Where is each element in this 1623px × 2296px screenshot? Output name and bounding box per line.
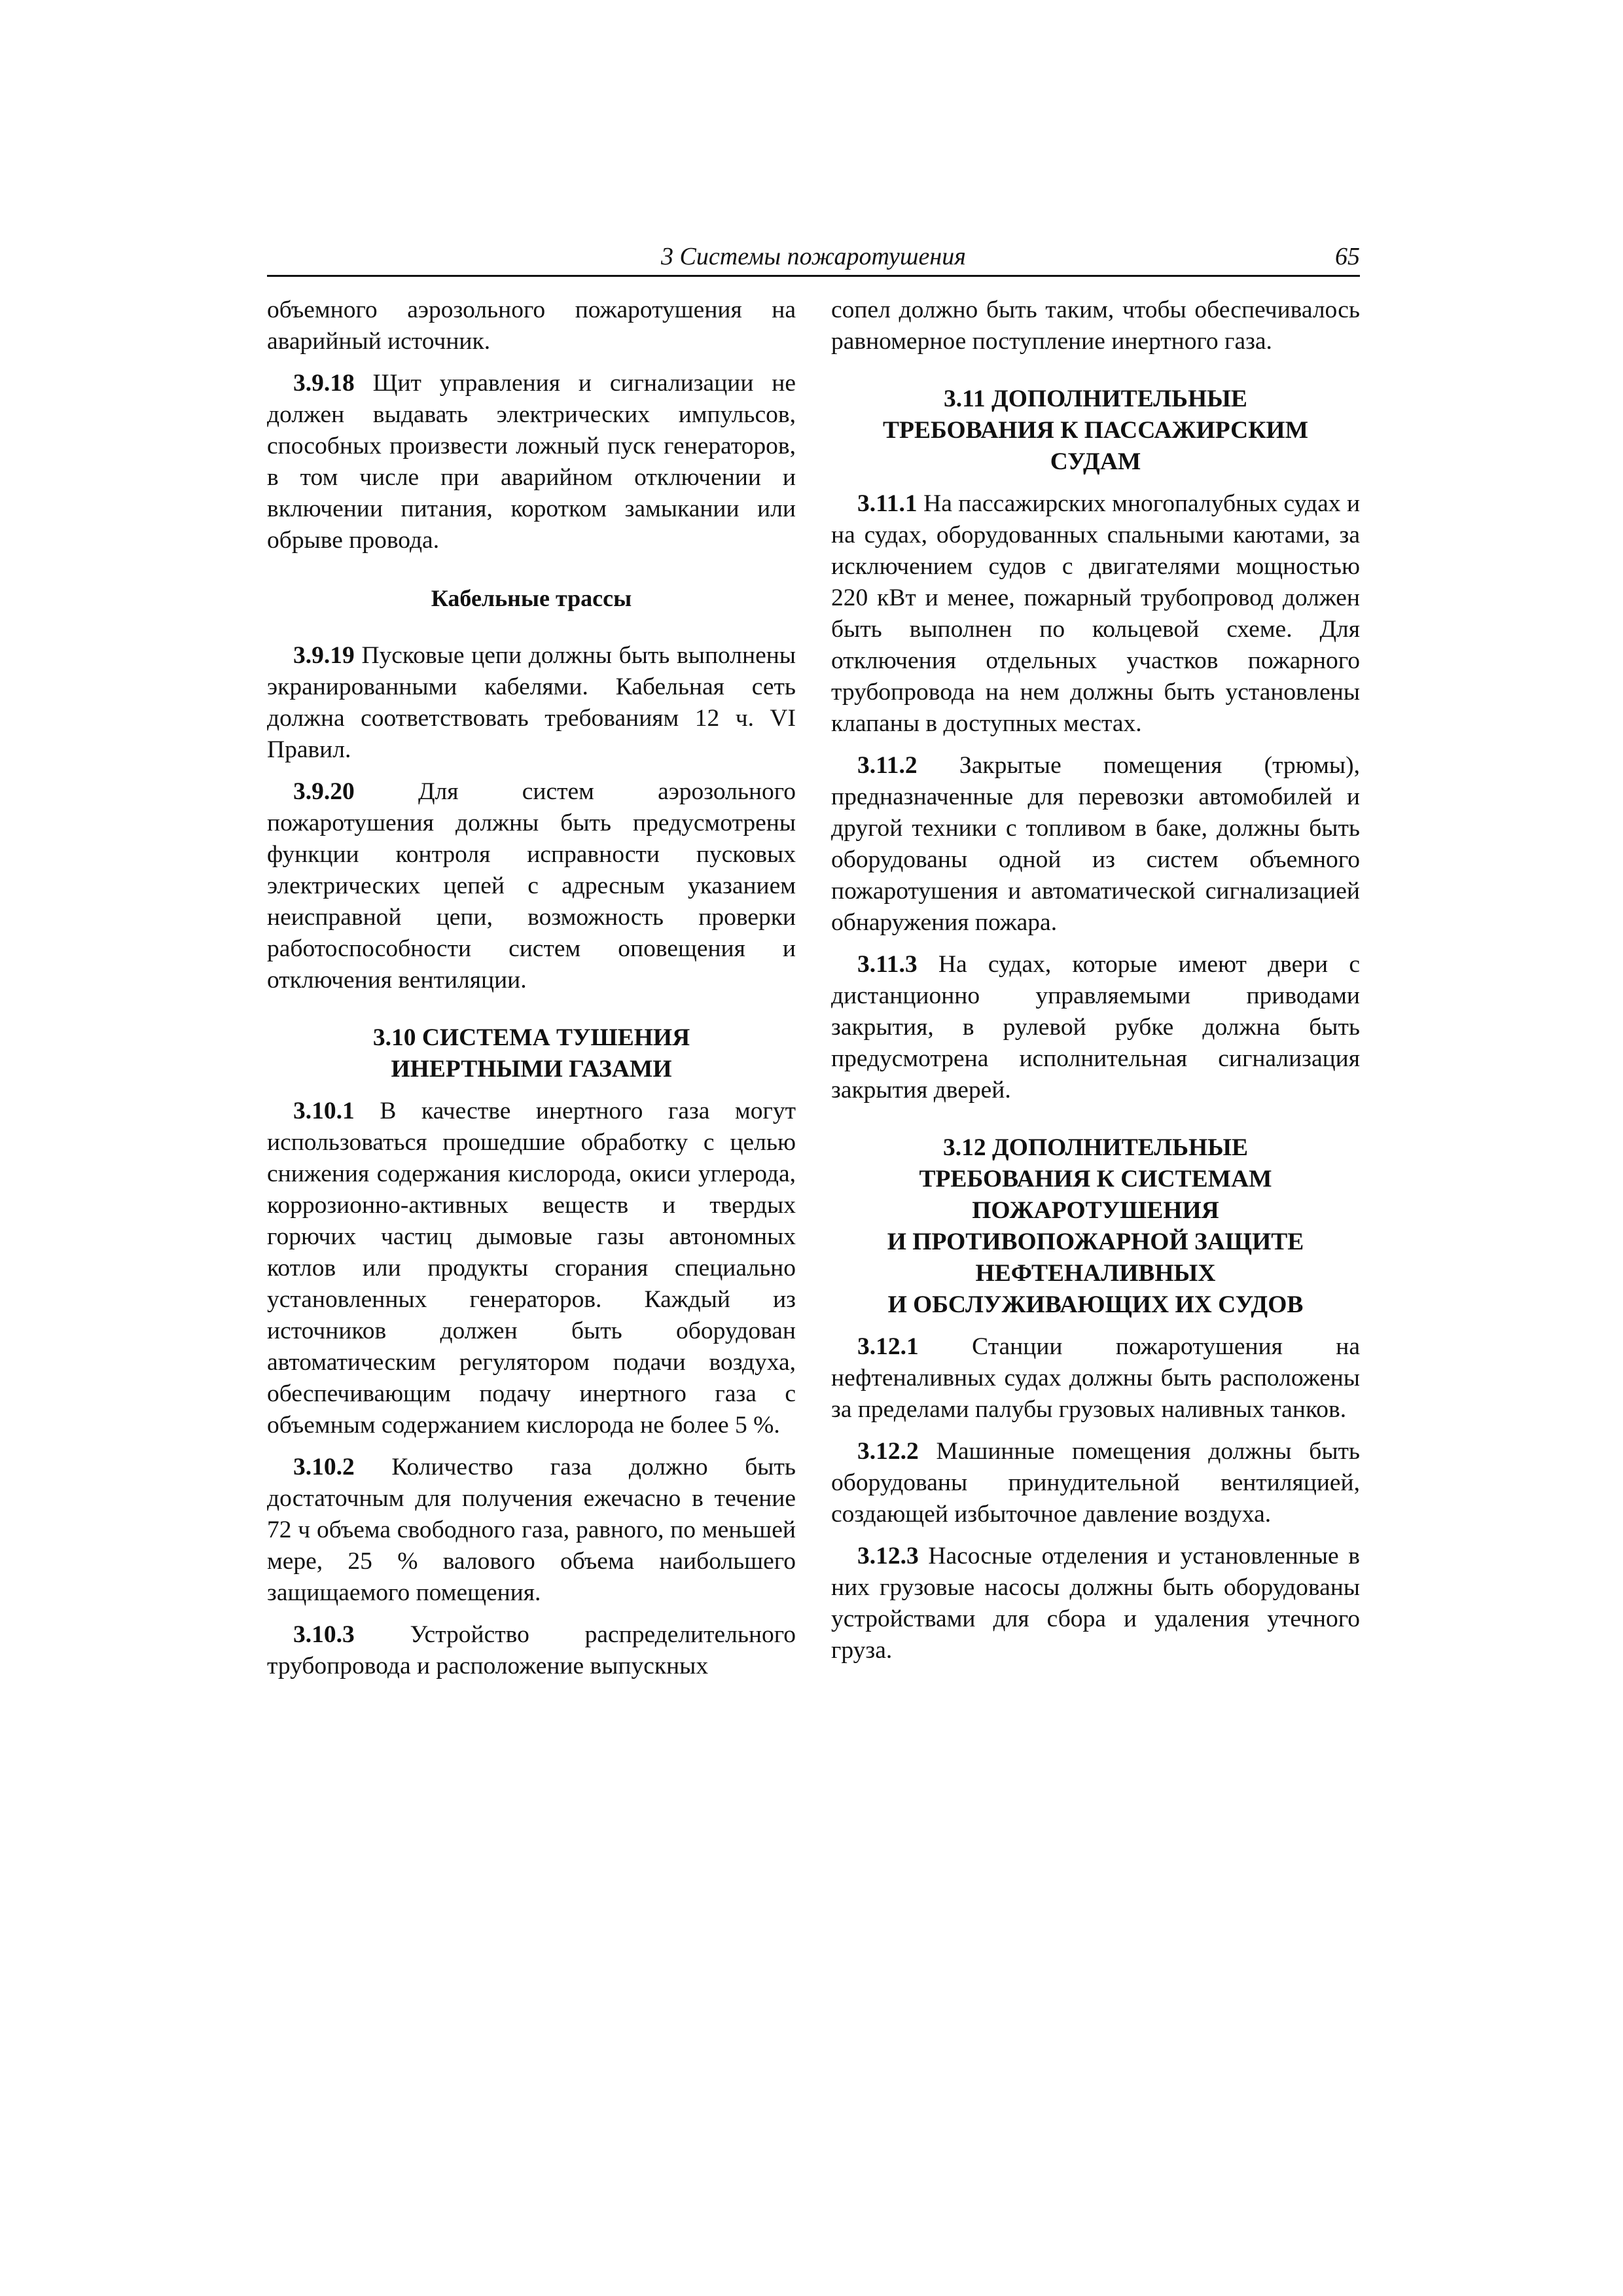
clause-number: 3.12.3: [857, 1543, 919, 1570]
section-heading-3-10: [267, 1022, 796, 1085]
section-heading-line: ПОЖАРОТУШЕНИЯ: [972, 1197, 1219, 1224]
paragraph-3-9-20: [267, 776, 796, 996]
section-heading-line: ТРЕБОВАНИЯ К СИСТЕМАМ: [919, 1166, 1272, 1193]
paragraph-text: Закрытые помещения (трюмы), предназначенные для перевозки автомобилей и другой техники с топливом в баке, должны быть оборудованы одной из систем объемного пожаротушения и автоматической сигнализацией обнаружения пожара.: [831, 752, 1360, 936]
paragraph-3-10-3: [267, 1619, 796, 1682]
paragraph-3-11-1: [831, 488, 1360, 740]
page-number: 65: [1335, 243, 1360, 270]
paragraph-3-10-2: [267, 1452, 796, 1609]
paragraph-text: Щит управления и сигнализации не должен выдавать электрических импульсов, способных произвести ложный пуск генераторов, в том числе при аварийном отключении и включении питания, коротком замыкании или обрыве провода.: [267, 370, 796, 554]
paragraph-text: Станции пожаротушения на нефтеналивных судах должны быть расположены за пределами палубы грузовых наливных танков.: [831, 1333, 1360, 1423]
paragraph-text: В качестве инертного газа могут использоваться прошедшие обработку с целью снижения содержания кислорода, окиси углерода, коррозионно-активных веществ и твердых горючих частиц дымовые газы автономных котлов или продукты сгорания специально установленных генераторов. Каждый из источников должен быть оборудован автоматическим регулятором подачи воздуха, обеспечивающим подачу инертного газа с объемным содержанием кислорода не более 5 %.: [267, 1098, 796, 1439]
section-heading-3-12: [831, 1132, 1360, 1321]
section-heading-3-11: [831, 384, 1360, 478]
subheading: Кабельные трассы: [431, 585, 632, 611]
section-heading-line: НЕФТЕНАЛИВНЫХ: [975, 1260, 1216, 1287]
paragraph-text: Устройство распределительного трубопровода и расположение выпускных: [267, 1621, 796, 1679]
clause-number: 3.9.18: [293, 370, 355, 397]
paragraph: объемного аэрозольного пожаротушения на аварийный источник.: [267, 296, 796, 355]
section-heading-line: 3.12 ДОПОЛНИТЕЛЬНЫЕ: [943, 1134, 1248, 1161]
paragraph-text: Насосные отделения и установленные в них грузовые насосы должны быть оборудованы устройствами для сбора и удаления утечного груза.: [831, 1543, 1361, 1664]
paragraph-3-9-18: [267, 368, 796, 556]
clause-number: 3.10.2: [293, 1454, 355, 1480]
section-heading-line: ИНЕРТНЫМИ ГАЗАМИ: [391, 1056, 672, 1083]
paragraph-text: Машинные помещения должны быть оборудованы принудительной вентиляцией, создающей избыточное давление воздуха.: [831, 1438, 1361, 1528]
section-heading-line: ТРЕБОВАНИЯ К ПАССАЖИРСКИМ: [883, 417, 1308, 444]
clause-number: 3.11.1: [857, 490, 918, 517]
paragraph-text: На пассажирских многопалубных судах и на судах, оборудованных спальными каютами, за исключением судов с двигателями мощностью 220 кВт и менее, пожарный трубопровод должен быть выполнен по кольцевой схеме. Для отключения отдельных участков пожарного трубопровода на нем должны быть установлены клапаны в доступных местах.: [831, 490, 1361, 737]
clause-number: 3.9.20: [293, 778, 355, 805]
clause-number: 3.11.2: [857, 752, 918, 779]
clause-number: 3.11.3: [857, 951, 918, 978]
clause-number: 3.10.3: [293, 1621, 355, 1648]
section-heading-line: 3.10 СИСТЕМА ТУШЕНИЯ: [372, 1024, 690, 1051]
running-header: [267, 241, 1360, 277]
paragraph: сопел должно быть таким, чтобы обеспечивалось равномерное поступление инертного газа.: [831, 296, 1360, 355]
section-heading-line: И ОБСЛУЖИВАЮЩИХ ИХ СУДОВ: [887, 1291, 1304, 1318]
section-heading-line: СУДАМ: [1050, 448, 1141, 475]
paragraph-3-11-2: [831, 750, 1360, 939]
paragraph-text: Для систем аэрозольного пожаротушения должны быть предусмотрены функции контроля исправности пусковых электрических цепей с адресным указанием неисправной цепи, возможность проверки работоспособности систем оповещения и отключения вентиляции.: [267, 778, 796, 994]
paragraph-text: Пусковые цепи должны быть выполнены экранированными кабелями. Кабельная сеть должна соответствовать требованиям 12 ч. VI Правил.: [267, 642, 796, 763]
paragraph-text: На судах, которые имеют двери с дистанционно управляемыми приводами закрытия, в рулевой рубке должна быть предусмотрена исполнительная сигнализация закрытия дверей.: [831, 951, 1360, 1103]
left-column: [267, 295, 796, 1682]
section-heading-line: 3.11 ДОПОЛНИТЕЛЬНЫЕ: [944, 386, 1247, 412]
paragraph-3-9-19: [267, 640, 796, 766]
clause-number: 3.12.2: [857, 1438, 919, 1465]
paragraph-text: Количество газа должно быть достаточным для получения ежечасно в течение 72 ч объема свободного газа, равного, по меньшей мере, 25 % валового объема наибольшего защищаемого помещения.: [267, 1454, 796, 1606]
clause-number: 3.9.19: [293, 642, 355, 669]
paragraph-3-12-2: [831, 1436, 1360, 1530]
right-column: [831, 295, 1360, 1666]
paragraph-3-12-1: [831, 1331, 1360, 1426]
paragraph-3-11-3: [831, 949, 1360, 1106]
paragraph-3-10-1: [267, 1096, 796, 1441]
clause-number: 3.10.1: [293, 1098, 355, 1124]
paragraph-3-12-3: [831, 1541, 1360, 1666]
clause-number: 3.12.1: [857, 1333, 919, 1360]
section-heading-line: И ПРОТИВОПОЖАРНОЙ ЗАЩИТЕ: [887, 1229, 1304, 1255]
header-title: 3 Системы пожаротушения: [661, 243, 966, 270]
